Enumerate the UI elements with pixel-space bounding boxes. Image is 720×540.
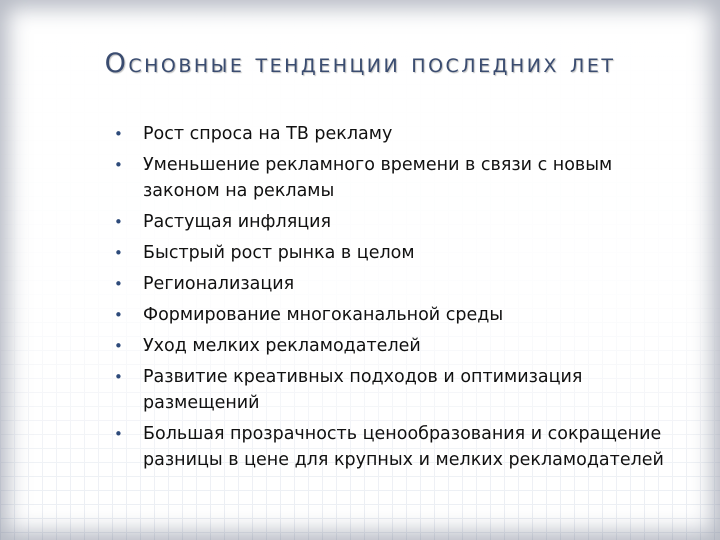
bullet-icon: •	[114, 213, 123, 231]
bullet-item	[112, 152, 692, 204]
bullet-item	[112, 333, 692, 359]
bullet-text: Формирование многоканальной среды	[143, 305, 504, 325]
bullet-item	[112, 121, 692, 147]
bullet-item	[112, 364, 692, 416]
bullet-text: Развитие креативных подходов и оптимизация размещений	[143, 367, 583, 413]
bullet-list	[112, 121, 692, 478]
bullet-item	[112, 302, 692, 328]
bullet-icon: •	[114, 425, 123, 443]
bullet-item	[112, 240, 692, 266]
bullet-text: Рост спроса на ТВ рекламу	[143, 124, 393, 144]
slide-title: Основные тенденции последних лет	[104, 48, 616, 79]
bullet-text: Быстрый рост рынка в целом	[143, 243, 415, 263]
bullet-item	[112, 209, 692, 235]
bullet-item	[112, 421, 692, 473]
bullet-text: Уход мелких рекламодателей	[143, 336, 421, 356]
bullet-text: Уменьшение рекламного времени в связи с новым законом на рекламы	[143, 155, 613, 201]
bullet-icon: •	[114, 244, 123, 262]
bullet-text: Регионализация	[143, 274, 295, 294]
bullet-icon: •	[114, 275, 123, 293]
bullet-icon: •	[114, 368, 123, 386]
bullet-icon: •	[114, 125, 123, 143]
bullet-icon: •	[114, 306, 123, 324]
bullet-icon: •	[114, 156, 123, 174]
bullet-text: Большая прозрачность ценообразования и сокращение разницы в цене для крупных и мелких рекламодателей	[143, 424, 664, 470]
bullet-icon: •	[114, 337, 123, 355]
bullet-text: Растущая инфляция	[143, 212, 332, 232]
bullet-item	[112, 271, 692, 297]
